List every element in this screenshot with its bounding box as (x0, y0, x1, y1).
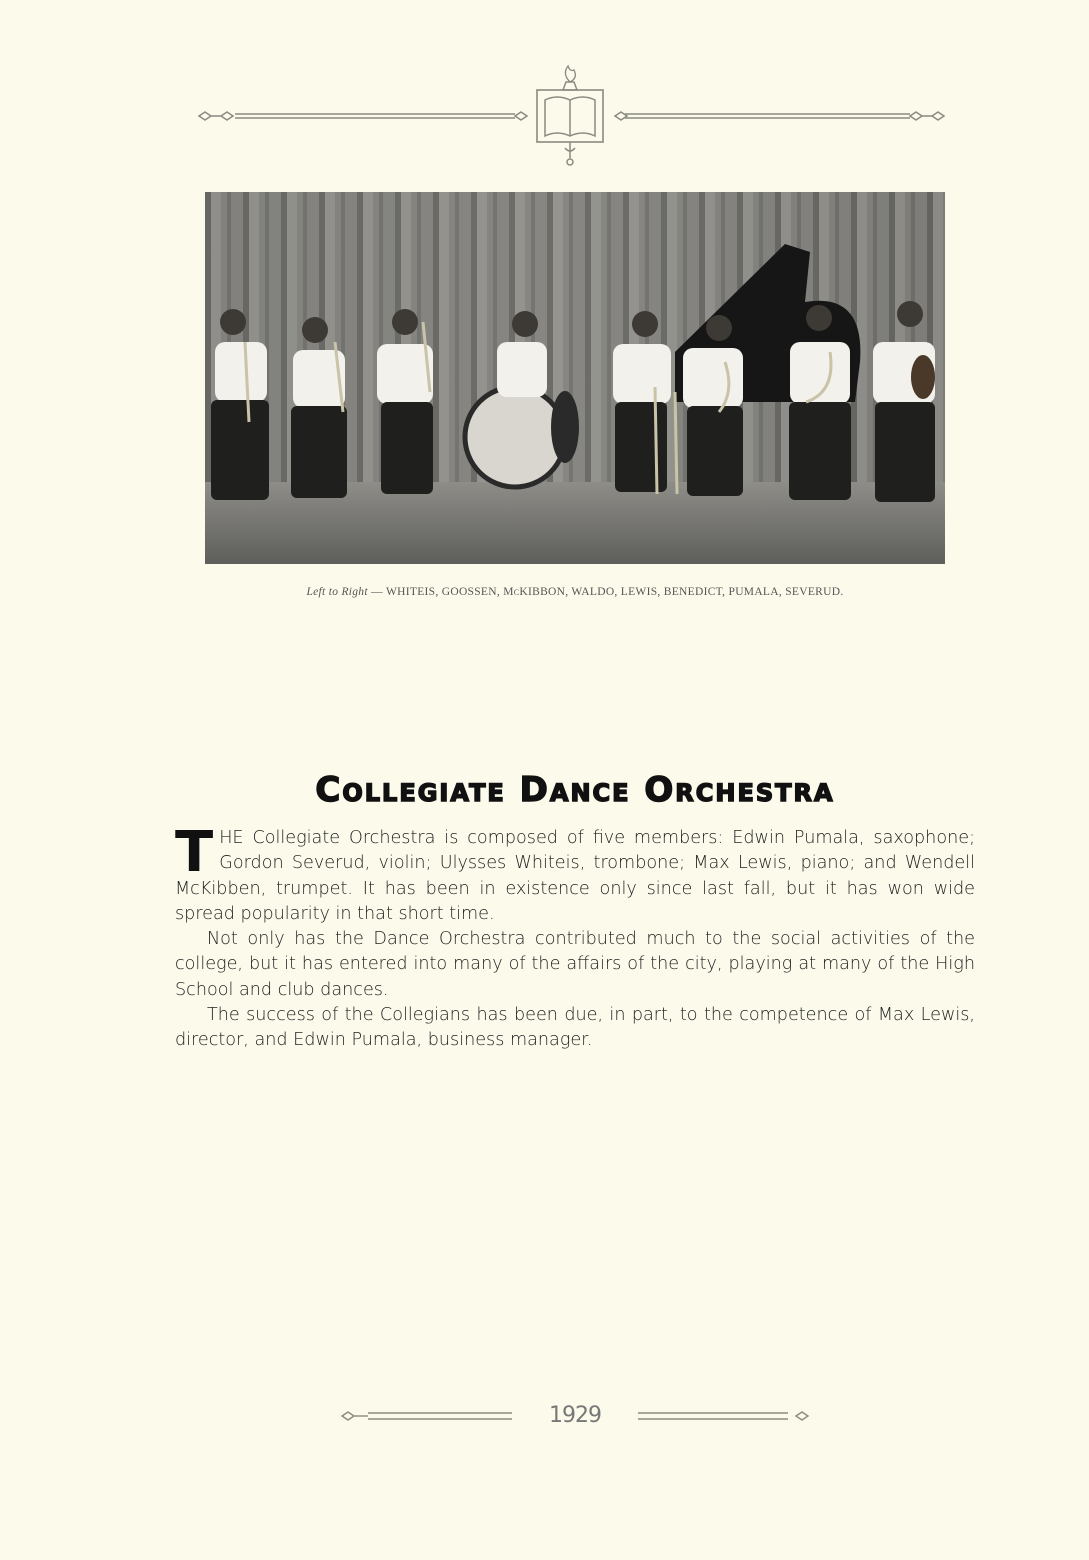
paragraph-1-text: HE Collegiate Orchestra is composed of five members: Edwin Pumala, saxophone; Gordon Severud, violin; Ulysses Whiteis, trombone; Max Lewis, piano; and Wendell McKibben, trumpet. It has been in existence only since last fall, but it has won wide spread popularity in that short time. (175, 828, 975, 924)
article-body (175, 820, 975, 1054)
photo-caption (205, 586, 945, 598)
paragraph-1 (175, 820, 975, 927)
paragraph-2: Not only has the Dance Orchestra contributed much to the social activities of the college, but it has entered into many of the affairs of the city, playing at many of the High School and club dances. (175, 929, 975, 1000)
header-ornament (195, 62, 955, 172)
footer-year: 1929 (512, 1403, 638, 1428)
orchestra-photo (205, 192, 945, 564)
caption-lead: Left to Right (306, 586, 368, 598)
caption-names: WHITEIS, GOOSSEN, McKIBBON, WALDO, LEWIS, BENEDICT, PUMALA, SEVERUD. (386, 586, 844, 598)
drop-cap: T (175, 820, 214, 885)
article-title: Collegiate Dance Orchestra (315, 770, 835, 810)
caption-separator: — (367, 586, 387, 598)
paragraph-3: The success of the Collegians has been due, in part, to the competence of Max Lewis, director, and Edwin Pumala, business manager. (175, 1005, 975, 1051)
